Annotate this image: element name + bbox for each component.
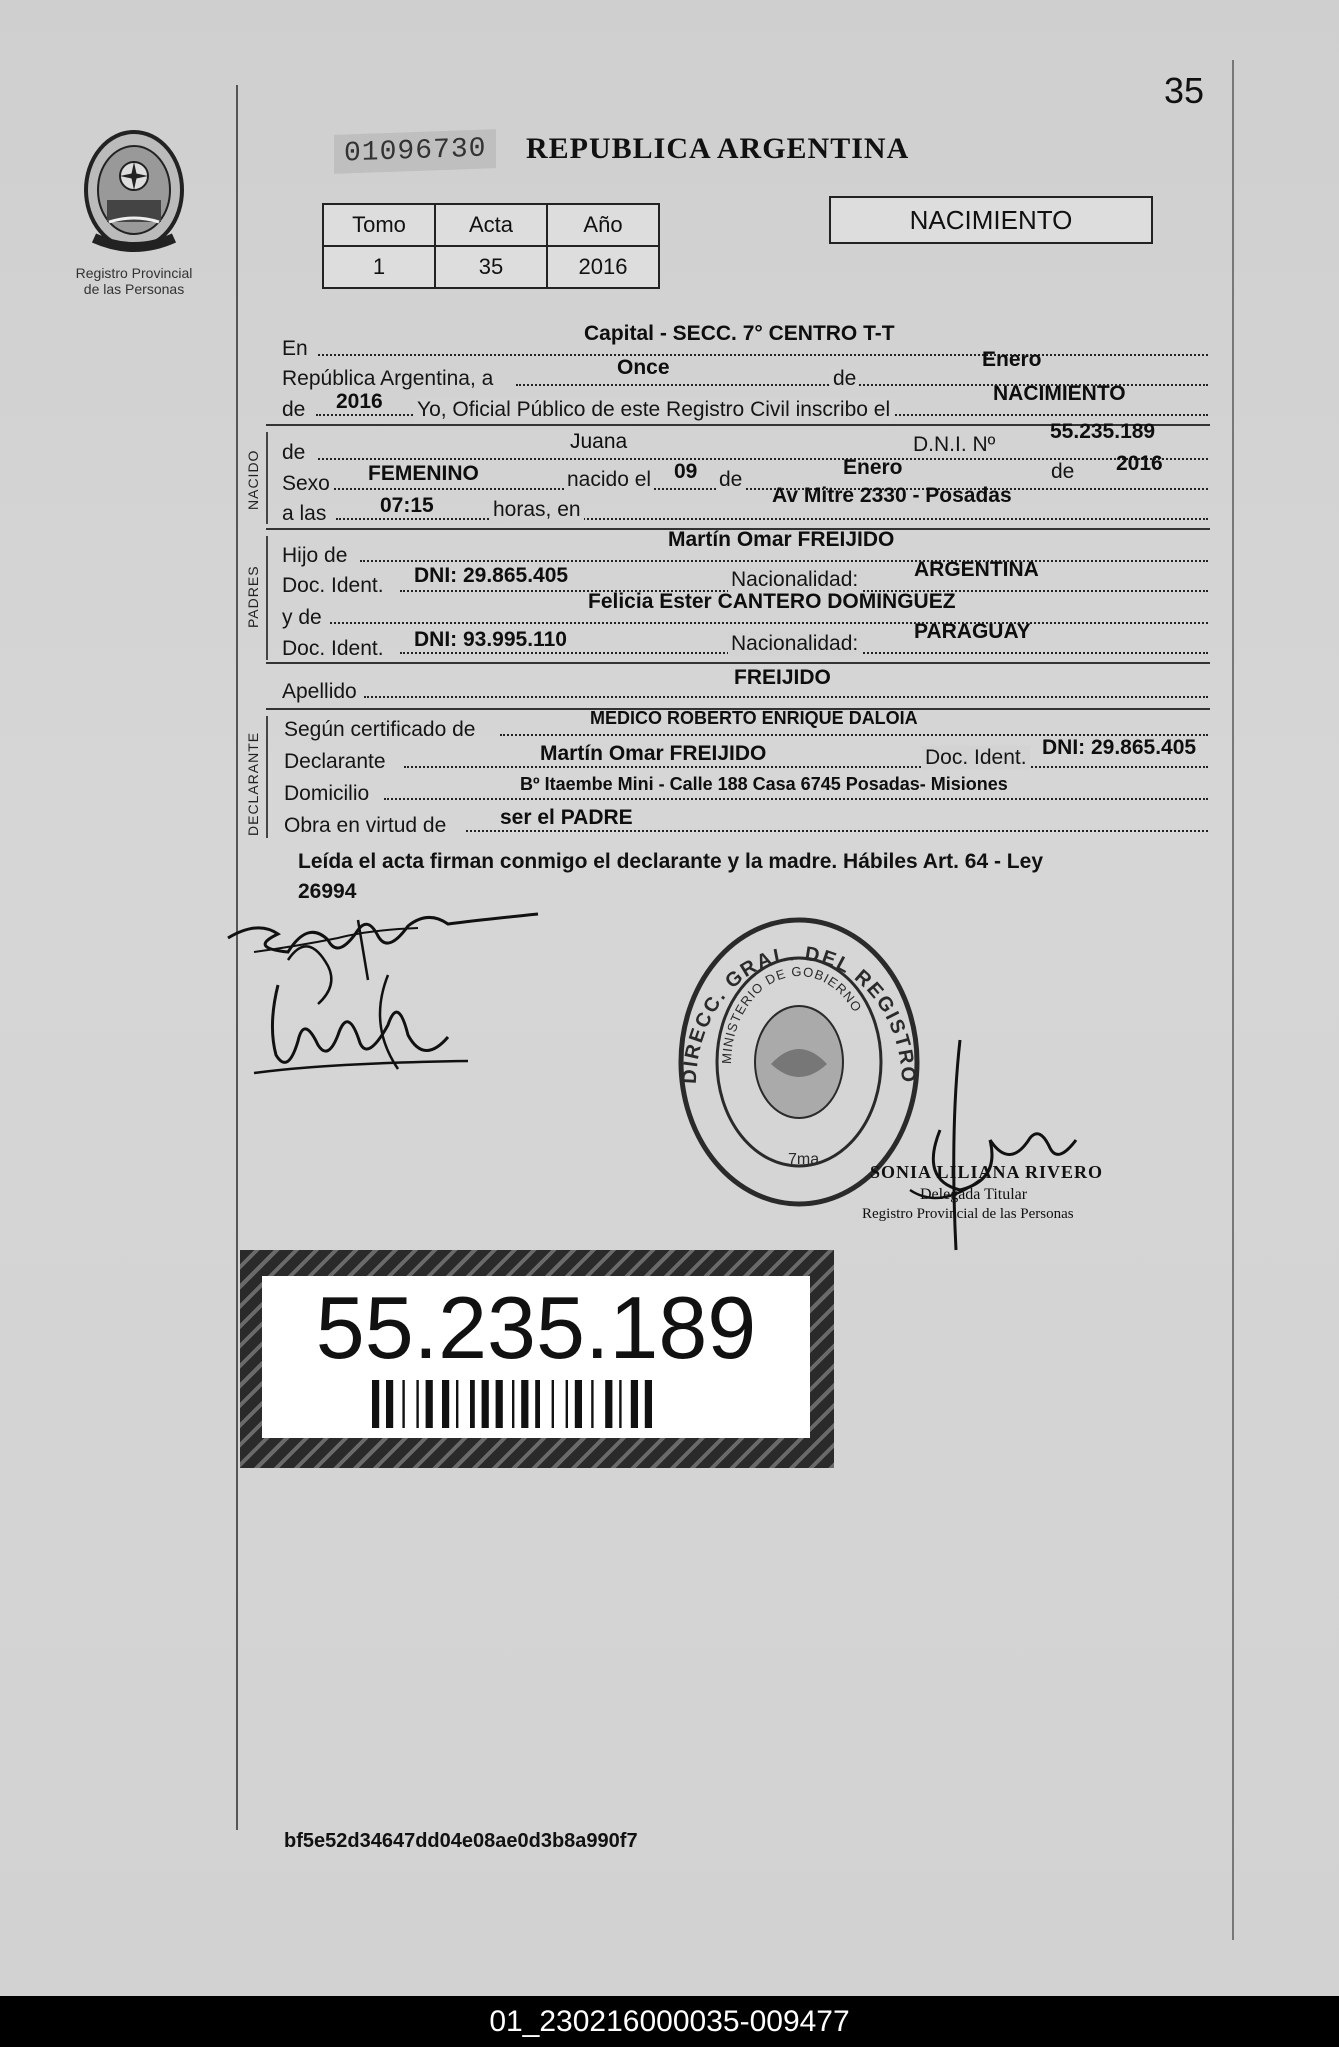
barcode-number: 55.235.189 bbox=[315, 1278, 757, 1377]
label-de-mes-nac: de bbox=[716, 468, 745, 492]
value-dia-nac: 09 bbox=[674, 460, 698, 483]
label-de-anio: de bbox=[282, 398, 306, 421]
barcode-bar bbox=[645, 1380, 652, 1428]
label-y-de: y de bbox=[282, 606, 322, 629]
barcode-bar bbox=[402, 1380, 404, 1428]
value-madre-doc: DNI: 93.995.110 bbox=[414, 628, 567, 651]
registry-logo-text-2: de las Personas bbox=[83, 281, 185, 297]
barcode-bar bbox=[535, 1380, 540, 1428]
barcode-inner bbox=[262, 1276, 810, 1438]
barcode-bar bbox=[575, 1380, 582, 1428]
value-dni: 55.235.189 bbox=[1050, 420, 1156, 443]
officer-title: Delegada Titular bbox=[920, 1186, 1028, 1203]
label-nacionalidad-madre: Nacionalidad: bbox=[728, 632, 861, 656]
divider-padres bbox=[266, 662, 1210, 664]
barcode-bar bbox=[566, 1380, 568, 1428]
record-header-anio: Año bbox=[547, 204, 659, 246]
page-number: 35 bbox=[1164, 70, 1205, 111]
seal-outer-text: DIRECC. GRAL. DEL REGISTRO bbox=[678, 942, 920, 1085]
value-anio: 2016 bbox=[336, 390, 383, 413]
value-declarante-doc: DNI: 29.865.405 bbox=[1042, 736, 1197, 759]
label-declarante: Declarante bbox=[284, 750, 386, 773]
closing-text-line-2: 26994 bbox=[298, 880, 357, 903]
section-nacido: NACIDO bbox=[245, 449, 261, 510]
value-certificado: MEDICO ROBERTO ENRIQUE DALOIA bbox=[590, 708, 918, 728]
mother-signature bbox=[248, 965, 478, 1085]
value-nombre: Juana bbox=[570, 430, 628, 453]
barcode-bar bbox=[591, 1380, 593, 1428]
label-hijo-de: Hijo de bbox=[282, 544, 348, 567]
barcode-bar bbox=[426, 1380, 433, 1428]
barcode-bar bbox=[456, 1380, 458, 1428]
section-declarante: DECLARANTE bbox=[245, 731, 261, 836]
barcode-bar bbox=[552, 1380, 554, 1428]
record-header-acta: Acta bbox=[435, 204, 547, 246]
line-sexo bbox=[334, 488, 1208, 490]
record-table-values bbox=[323, 246, 659, 288]
registry-logo-text-1: Registro Provincial bbox=[75, 265, 193, 281]
label-nacionalidad-padre: Nacionalidad: bbox=[728, 568, 861, 592]
value-hora: 07:15 bbox=[380, 494, 434, 517]
line-padre bbox=[360, 560, 1208, 562]
label-de-nombre: de bbox=[282, 441, 306, 464]
officer-signature bbox=[880, 1030, 1080, 1260]
barcode-label bbox=[240, 1250, 834, 1468]
value-dia: Once bbox=[617, 356, 670, 379]
barcode-bar bbox=[372, 1380, 379, 1428]
section-padres: PADRES bbox=[245, 565, 261, 628]
line-hora bbox=[336, 518, 1208, 520]
barcode-bar bbox=[605, 1380, 612, 1428]
officer-name: SONIA LILIANA RIVERO bbox=[870, 1162, 1104, 1182]
line-declarante bbox=[404, 766, 1208, 768]
label-obra: Obra en virtud de bbox=[284, 814, 447, 837]
line-madre bbox=[330, 622, 1208, 624]
value-domicilio: Bº Itaembe Mini - Calle 188 Casa 6745 Posadas- Misiones bbox=[520, 774, 1008, 794]
line-obra bbox=[466, 830, 1208, 832]
barcode-bar bbox=[386, 1380, 393, 1428]
value-madre: Felicia Ester CANTERO DOMINGUEZ bbox=[588, 590, 956, 613]
value-apellido: FREIJIDO bbox=[734, 666, 831, 689]
closing-text-line-1: Leída el acta firman conmigo el declarante y la madre. Hábiles Art. 64 - Ley bbox=[298, 850, 1043, 873]
barcode-bar bbox=[416, 1380, 418, 1428]
label-en: En bbox=[282, 337, 308, 360]
barcode-bar bbox=[482, 1380, 489, 1428]
value-lugar-nac: Av Mitre 2330 - Posadas bbox=[772, 484, 1012, 507]
label-doc-ident-declarante: Doc. Ident. bbox=[922, 746, 1030, 770]
value-obra: ser el PADRE bbox=[500, 806, 633, 829]
record-type-box: NACIMIENTO bbox=[829, 196, 1153, 244]
label-apellido: Apellido bbox=[282, 680, 357, 703]
value-declarante: Martín Omar FREIJIDO bbox=[540, 742, 767, 765]
right-margin-line bbox=[1232, 60, 1234, 1940]
value-sexo: FEMENINO bbox=[368, 462, 479, 485]
record-table-header bbox=[323, 204, 659, 246]
barcode-icon bbox=[262, 1376, 810, 1432]
label-sexo: Sexo bbox=[282, 472, 330, 495]
value-madre-nac: PARAGUAY bbox=[914, 620, 1031, 643]
value-anio-nac: 2016 bbox=[1116, 452, 1163, 475]
label-a-las: a las bbox=[282, 502, 327, 525]
nacido-bracket bbox=[266, 432, 268, 524]
record-value-anio: 2016 bbox=[547, 246, 659, 288]
barcode-bar bbox=[631, 1380, 638, 1428]
barcode-bar bbox=[470, 1380, 475, 1428]
label-de-mes: de bbox=[830, 367, 859, 391]
label-de-anio-nac: de bbox=[1048, 460, 1077, 484]
label-nacido-el: nacido el bbox=[564, 468, 654, 492]
misiones-province-seal-icon bbox=[79, 128, 189, 258]
officer-office: Registro Provincial de las Personas bbox=[862, 1206, 1074, 1222]
record-value-tomo: 1 bbox=[323, 246, 435, 288]
document-hash: bf5e52d34647dd04e08ae0d3b8a990f7 bbox=[284, 1830, 638, 1852]
value-mes-nac: Enero bbox=[843, 456, 903, 479]
seal-bottom-text: 7ma bbox=[788, 1151, 820, 1168]
footer-id: 01_230216000035-009477 bbox=[0, 1996, 1339, 2047]
label-horas-en: horas, en bbox=[490, 498, 584, 522]
registry-logo bbox=[64, 128, 204, 297]
declarante-bracket bbox=[266, 716, 268, 838]
line-domicilio bbox=[384, 798, 1208, 800]
line-en bbox=[318, 354, 1208, 356]
line-apellido bbox=[364, 696, 1208, 698]
value-padre: Martín Omar FREIJIDO bbox=[668, 528, 895, 551]
barcode-bar bbox=[512, 1380, 514, 1428]
value-padre-nac: ARGENTINA bbox=[914, 558, 1039, 581]
label-segun: Según certificado de bbox=[284, 718, 476, 741]
serial-stamp: 01096730 bbox=[334, 129, 496, 174]
record-value-acta: 35 bbox=[435, 246, 547, 288]
value-tipo: NACIMIENTO bbox=[993, 382, 1126, 405]
label-doc-ident-madre: Doc. Ident. bbox=[282, 637, 384, 660]
value-padre-doc: DNI: 29.865.405 bbox=[414, 564, 569, 587]
barcode-bar bbox=[442, 1380, 449, 1428]
barcode-bar bbox=[496, 1380, 503, 1428]
record-header-tomo: Tomo bbox=[323, 204, 435, 246]
label-republica: República Argentina, a bbox=[282, 367, 494, 390]
header-title: REPUBLICA ARGENTINA bbox=[526, 132, 910, 165]
record-table bbox=[322, 203, 660, 289]
label-domicilio: Domicilio bbox=[284, 782, 370, 805]
barcode-bar bbox=[619, 1380, 621, 1428]
label-doc-ident-padre: Doc. Ident. bbox=[282, 574, 384, 597]
value-lugar: Capital - SECC. 7° CENTRO T-T bbox=[584, 322, 895, 345]
label-oficial: Yo, Oficial Público de este Registro Civil inscribo el bbox=[414, 398, 893, 422]
value-mes: Enero bbox=[982, 348, 1042, 371]
seal-inner-text: MINISTERIO DE GOBIERNO bbox=[718, 963, 866, 1065]
barcode-bar bbox=[521, 1380, 528, 1428]
label-dni: D.N.I. Nº bbox=[910, 433, 998, 457]
padres-bracket bbox=[266, 536, 268, 660]
